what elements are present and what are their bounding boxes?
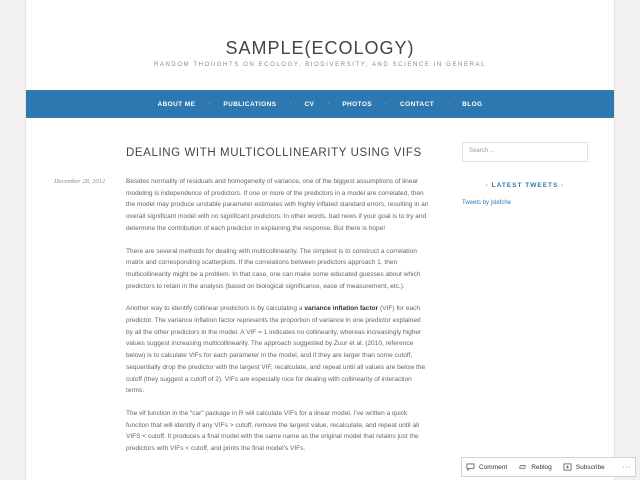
nav-separator: · [208,101,211,107]
post-title[interactable]: DEALING WITH MULTICOLLINEARITY USING VIFS [126,147,422,159]
subscribe-icon [563,463,572,471]
nav-item-publications[interactable]: PUBLICATIONS [223,100,277,108]
nav-item-about-me[interactable]: ABOUT ME [157,100,196,108]
post-paragraph: The vif function in the “car” package in R will calculate VIFs for a linear model. I’ve written a quick function that will identify if any VIFs > cutoff, remove the largest value, recalculate, and repeat until all VIFS < cutoff. It produces a final model with the same name as the original model that retains just the predictors with VIFs < cutoff, and prints the final model's VIFs. [126,409,420,453]
paragraph-text: Another way to identify collinear predictors is by calculating a [126,305,305,313]
comment-icon [466,463,475,471]
nav-separator: · [385,101,388,107]
site-description: RANDOM THOUGHTS ON ECOLOGY, BIODIVERSITY, AND SCIENCE IN GENERAL [153,62,487,68]
post-content [126,176,429,466]
subscribe-button[interactable] [563,463,605,471]
post-paragraph: Besides normality of residuals and homogeneity of variance, one of the biggest assumptions of linear modeling is independence of predictors. If one or more of the predictors in a model are correlated, then the model may produce unstable parameter estimates with highly inflated standard errors, resulting in an overall significant model with no significant predictors. In other words, bad news if your goal is to try and determine the contribution of each predictor in explaining the response. But there is hope! [126,178,429,232]
nav-item-photos[interactable]: PHOTOS [342,100,373,108]
site-title[interactable]: SAMPLE(ECOLOGY) [225,38,415,58]
nav-separator: · [289,101,292,107]
post-date[interactable]: December 28, 2012 [54,178,106,185]
nav-item-blog[interactable]: BLOG [462,100,483,108]
post-paragraph: There are several methods for dealing with multicollinearity. The simplest is to construct a correlation matrix and corresponding scatterplots. If the correlations between predictors approach 1, then multicollinearity might be a problem. In that case, one can make some educated guesses about which predictors to retain in the analysis (based on biological significance, ease of measurement, etc.). [126,247,421,290]
page-container [25,0,615,480]
subscribe-label: Subscribe [575,463,605,471]
action-bar [461,457,636,477]
more-icon[interactable]: ··· [622,463,631,471]
paragraph-text: (VIF) for each predictor. The variance inflation factor represents the proportion of variance in one predictor explained by all the other predictors in the model. A VIF = 1 indicates no collinearity, whereas increasingly higher values suggest increasing multicollinearity. The approach suggested by Zuur et al. (2010, reference below) is to calculate VIFs for each parameter in the model, and if they are larger than some cutoff, sequentially drop the predictor with the largest VIF, recalculate, and repeat until all values are below the cutoff (they suggest a cutoff of 2). VIFs are especially nice for dealing with collinearity of interaction terms. [126,305,426,395]
bold-term: variance inflation factor [304,305,379,313]
comment-label: Comment [479,463,508,471]
reblog-label: Reblog [531,463,552,471]
nav-separator: · [327,101,330,107]
nav-item-cv[interactable]: CV [304,100,315,108]
post-paragraph [126,303,429,397]
main-navigation [26,90,614,118]
comment-button[interactable] [466,463,507,471]
reblog-icon [518,463,527,471]
search-input[interactable]: Search … [462,142,588,162]
tweets-link[interactable]: Tweets by jslefche [462,200,512,206]
latest-tweets-title: · LATEST TWEETS · [485,182,565,189]
nav-item-contact[interactable]: CONTACT [400,100,435,108]
reblog-button[interactable] [518,463,552,471]
nav-separator: · [447,101,450,107]
